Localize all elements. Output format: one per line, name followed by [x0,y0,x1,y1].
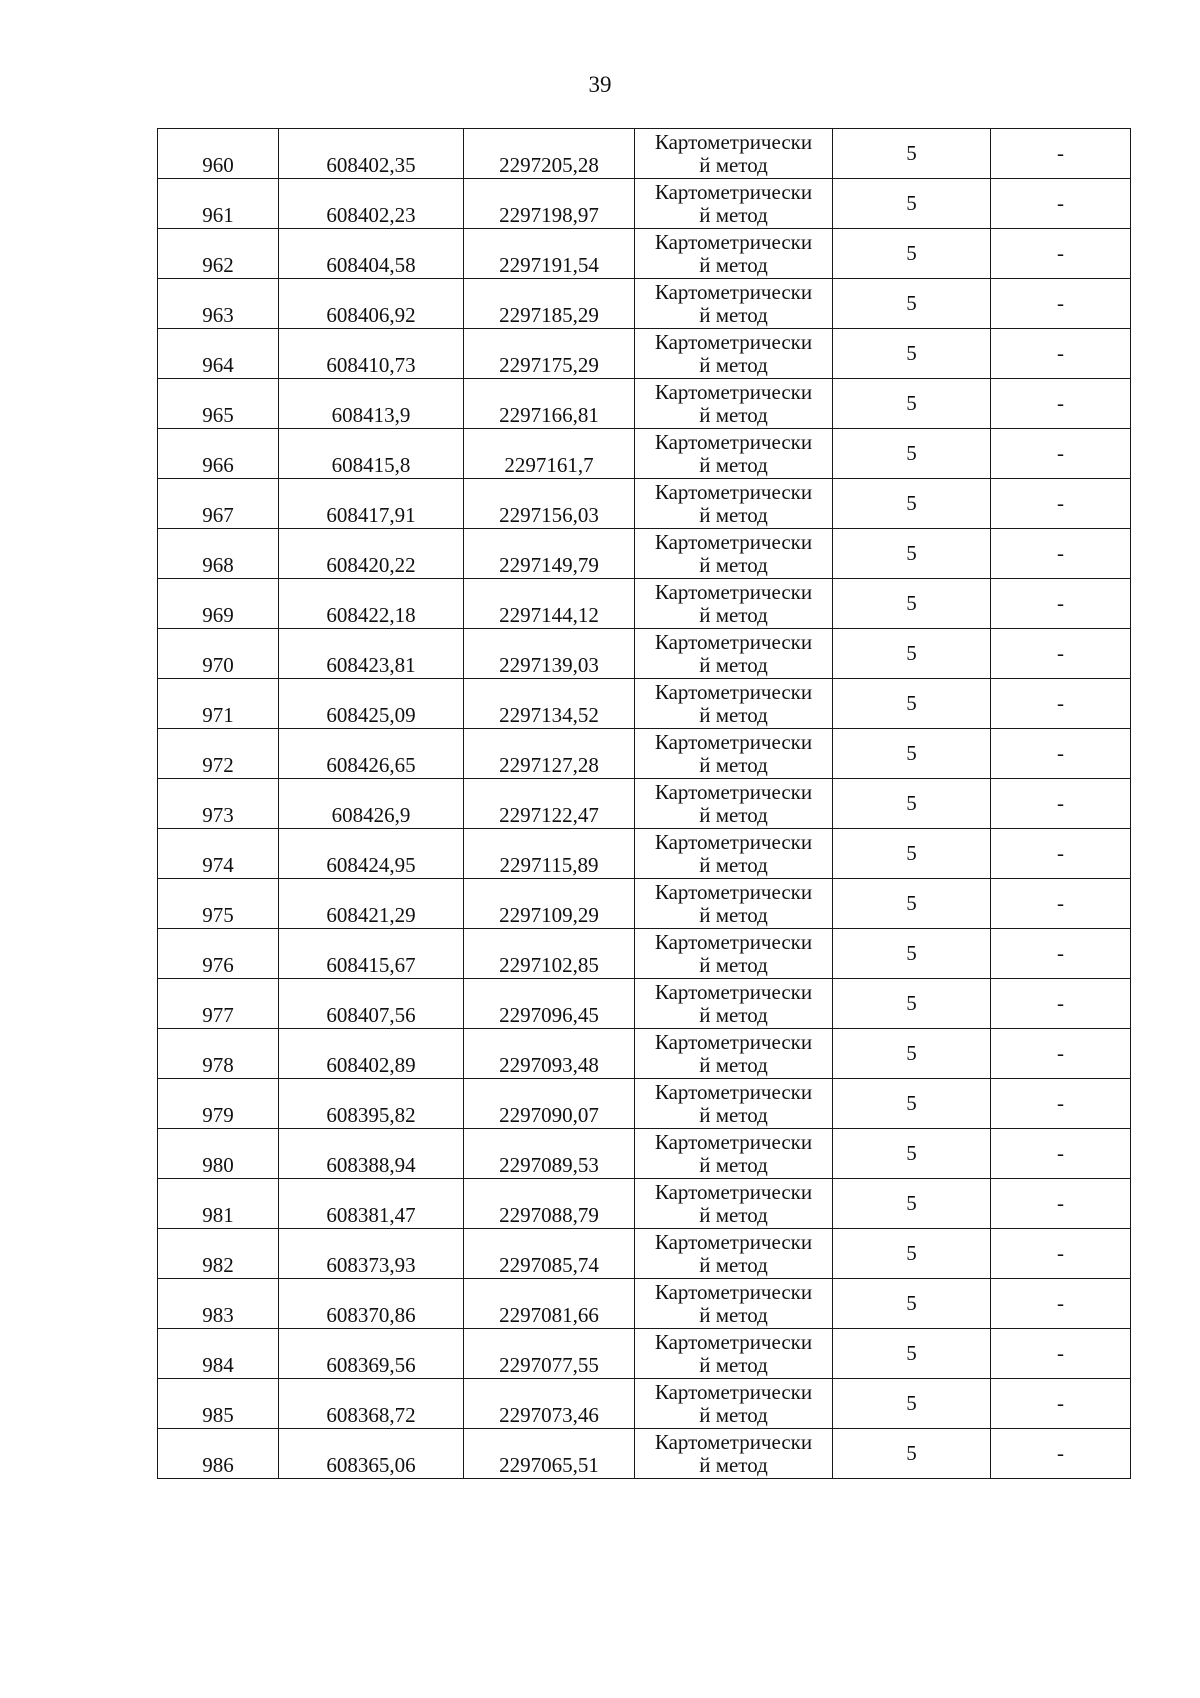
method-cell [635,629,833,679]
y-coordinate-cell: 2297156,03 [464,479,635,529]
method-line-1: Картометрически [654,579,813,604]
table-row [158,229,1131,279]
method-line-2: й метод [699,1102,768,1127]
y-coordinate-cell: 2297090,07 [464,1079,635,1129]
x-coordinate-cell: 608413,9 [279,379,464,429]
method-cell [635,279,833,329]
accuracy-cell: 5 [833,579,991,629]
accuracy-cell: 5 [833,129,991,179]
table-row [158,479,1131,529]
description-cell: - [991,529,1131,579]
method-cell [635,329,833,379]
y-coordinate-cell: 2297175,29 [464,329,635,379]
accuracy-cell: 5 [833,829,991,879]
accuracy-cell: 5 [833,379,991,429]
point-number-cell: 978 [158,1029,279,1079]
table-row [158,729,1131,779]
description-cell: - [991,129,1131,179]
y-coordinate-cell: 2297093,48 [464,1029,635,1079]
x-coordinate-cell: 608369,56 [279,1329,464,1379]
table-row [158,1429,1131,1479]
accuracy-cell: 5 [833,1179,991,1229]
point-number-cell: 975 [158,879,279,929]
method-line-1: Картометрически [654,129,813,154]
table-row [158,579,1131,629]
point-number-cell: 971 [158,679,279,729]
point-number-cell: 973 [158,779,279,829]
table-row [158,1229,1131,1279]
method-line-2: й метод [699,452,768,477]
point-number-cell: 986 [158,1429,279,1479]
table-row [158,979,1131,1029]
table-row [158,1029,1131,1079]
x-coordinate-cell: 608415,67 [279,929,464,979]
y-coordinate-cell: 2297185,29 [464,279,635,329]
method-line-2: й метод [699,1452,768,1477]
accuracy-cell: 5 [833,529,991,579]
method-line-1: Картометрически [654,979,813,1004]
y-coordinate-cell: 2297085,74 [464,1229,635,1279]
point-number-cell: 985 [158,1379,279,1429]
method-line-1: Картометрически [654,379,813,404]
point-number-cell: 974 [158,829,279,879]
table-row [158,779,1131,829]
x-coordinate-cell: 608373,93 [279,1229,464,1279]
coordinates-table [157,128,1131,1479]
method-line-1: Картометрически [654,729,813,754]
y-coordinate-cell: 2297081,66 [464,1279,635,1329]
table-row [158,879,1131,929]
point-number-cell: 970 [158,629,279,679]
x-coordinate-cell: 608415,8 [279,429,464,479]
y-coordinate-cell: 2297191,54 [464,229,635,279]
point-number-cell: 966 [158,429,279,479]
description-cell: - [991,229,1131,279]
accuracy-cell: 5 [833,1279,991,1329]
method-cell [635,479,833,529]
method-line-2: й метод [699,152,768,177]
point-number-cell: 976 [158,929,279,979]
description-cell: - [991,279,1131,329]
x-coordinate-cell: 608395,82 [279,1079,464,1129]
description-cell: - [991,679,1131,729]
method-line-1: Картометрически [654,229,813,254]
method-cell [635,929,833,979]
method-line-2: й метод [699,552,768,577]
point-number-cell: 961 [158,179,279,229]
description-cell: - [991,1079,1131,1129]
method-line-2: й метод [699,602,768,627]
description-cell: - [991,1329,1131,1379]
x-coordinate-cell: 608368,72 [279,1379,464,1429]
method-line-1: Картометрически [654,179,813,204]
accuracy-cell: 5 [833,629,991,679]
method-line-1: Картометрически [654,829,813,854]
description-cell: - [991,479,1131,529]
table-row [158,129,1131,179]
accuracy-cell: 5 [833,1229,991,1279]
y-coordinate-cell: 2297139,03 [464,629,635,679]
method-cell [635,729,833,779]
method-line-1: Картометрически [654,279,813,304]
x-coordinate-cell: 608381,47 [279,1179,464,1229]
y-coordinate-cell: 2297149,79 [464,529,635,579]
method-line-2: й метод [699,752,768,777]
method-cell [635,179,833,229]
x-coordinate-cell: 608406,92 [279,279,464,329]
table-row [158,379,1131,429]
method-cell [635,1129,833,1179]
method-cell [635,529,833,579]
method-line-2: й метод [699,952,768,977]
method-line-2: й метод [699,1152,768,1177]
point-number-cell: 982 [158,1229,279,1279]
point-number-cell: 960 [158,129,279,179]
x-coordinate-cell: 608410,73 [279,329,464,379]
method-line-2: й метод [699,302,768,327]
accuracy-cell: 5 [833,1429,991,1479]
description-cell: - [991,1029,1131,1079]
method-cell [635,229,833,279]
y-coordinate-cell: 2297115,89 [464,829,635,879]
description-cell: - [991,729,1131,779]
description-cell: - [991,829,1131,879]
method-line-1: Картометрически [654,1229,813,1254]
accuracy-cell: 5 [833,1079,991,1129]
y-coordinate-cell: 2297127,28 [464,729,635,779]
accuracy-cell: 5 [833,679,991,729]
method-cell [635,1279,833,1329]
y-coordinate-cell: 2297161,7 [464,429,635,479]
x-coordinate-cell: 608426,65 [279,729,464,779]
description-cell: - [991,1179,1131,1229]
description-cell: - [991,429,1131,479]
y-coordinate-cell: 2297077,55 [464,1329,635,1379]
table-row [158,1179,1131,1229]
method-cell [635,1029,833,1079]
method-line-2: й метод [699,1402,768,1427]
x-coordinate-cell: 608370,86 [279,1279,464,1329]
method-line-2: й метод [699,1302,768,1327]
accuracy-cell: 5 [833,329,991,379]
method-line-1: Картометрически [654,429,813,454]
description-cell: - [991,179,1131,229]
y-coordinate-cell: 2297122,47 [464,779,635,829]
method-line-1: Картометрически [654,1379,813,1404]
y-coordinate-cell: 2297102,85 [464,929,635,979]
method-line-1: Картометрически [654,1329,813,1354]
page-number: 39 [588,72,612,97]
point-number-cell: 983 [158,1279,279,1329]
method-cell [635,1379,833,1429]
method-line-2: й метод [699,502,768,527]
description-cell: - [991,379,1131,429]
method-cell [635,679,833,729]
point-number-cell: 979 [158,1079,279,1129]
accuracy-cell: 5 [833,1379,991,1429]
accuracy-cell: 5 [833,179,991,229]
method-cell [635,1179,833,1229]
description-cell: - [991,579,1131,629]
method-line-2: й метод [699,402,768,427]
y-coordinate-cell: 2297144,12 [464,579,635,629]
accuracy-cell: 5 [833,1029,991,1079]
method-line-2: й метод [699,852,768,877]
y-coordinate-cell: 2297096,45 [464,979,635,1029]
y-coordinate-cell: 2297073,46 [464,1379,635,1429]
point-number-cell: 984 [158,1329,279,1379]
description-cell: - [991,779,1131,829]
method-line-1: Картометрически [654,479,813,504]
accuracy-cell: 5 [833,479,991,529]
table-row [158,1129,1131,1179]
method-line-1: Картометрически [654,1179,813,1204]
y-coordinate-cell: 2297166,81 [464,379,635,429]
accuracy-cell: 5 [833,429,991,479]
description-cell: - [991,1129,1131,1179]
method-line-1: Картометрически [654,679,813,704]
point-number-cell: 964 [158,329,279,379]
description-cell: - [991,1429,1131,1479]
method-line-2: й метод [699,252,768,277]
x-coordinate-cell: 608421,29 [279,879,464,929]
table-row [158,1379,1131,1429]
table-body [158,129,1131,1479]
point-number-cell: 981 [158,1179,279,1229]
method-line-2: й метод [699,802,768,827]
method-line-2: й метод [699,652,768,677]
table-row [158,529,1131,579]
description-cell: - [991,879,1131,929]
point-number-cell: 980 [158,1129,279,1179]
method-cell [635,979,833,1029]
method-line-2: й метод [699,1002,768,1027]
x-coordinate-cell: 608420,22 [279,529,464,579]
accuracy-cell: 5 [833,879,991,929]
point-number-cell: 962 [158,229,279,279]
x-coordinate-cell: 608426,9 [279,779,464,829]
table-row [158,1329,1131,1379]
accuracy-cell: 5 [833,229,991,279]
accuracy-cell: 5 [833,279,991,329]
accuracy-cell: 5 [833,779,991,829]
point-number-cell: 965 [158,379,279,429]
point-number-cell: 963 [158,279,279,329]
point-number-cell: 968 [158,529,279,579]
description-cell: - [991,979,1131,1029]
method-cell [635,579,833,629]
x-coordinate-cell: 608402,23 [279,179,464,229]
accuracy-cell: 5 [833,979,991,1029]
x-coordinate-cell: 608424,95 [279,829,464,879]
method-line-2: й метод [699,352,768,377]
x-coordinate-cell: 608402,89 [279,1029,464,1079]
method-cell [635,429,833,479]
table-row [158,929,1131,979]
y-coordinate-cell: 2297088,79 [464,1179,635,1229]
method-line-1: Картометрически [654,329,813,354]
method-cell [635,829,833,879]
point-number-cell: 969 [158,579,279,629]
method-line-2: й метод [699,902,768,927]
method-line-1: Картометрически [654,629,813,654]
point-number-cell: 967 [158,479,279,529]
table-row [158,679,1131,729]
description-cell: - [991,1379,1131,1429]
description-cell: - [991,329,1131,379]
method-line-1: Картометрически [654,1279,813,1304]
method-line-2: й метод [699,1202,768,1227]
table-row [158,1079,1131,1129]
description-cell: - [991,1279,1131,1329]
x-coordinate-cell: 608407,56 [279,979,464,1029]
method-line-2: й метод [699,1052,768,1077]
table-row [158,1279,1131,1329]
accuracy-cell: 5 [833,929,991,979]
method-line-1: Картометрически [654,1029,813,1054]
x-coordinate-cell: 608365,06 [279,1429,464,1479]
method-cell [635,879,833,929]
description-cell: - [991,629,1131,679]
x-coordinate-cell: 608417,91 [279,479,464,529]
method-line-2: й метод [699,1252,768,1277]
point-number-cell: 972 [158,729,279,779]
method-line-1: Картометрически [654,1079,813,1104]
x-coordinate-cell: 608388,94 [279,1129,464,1179]
x-coordinate-cell: 608404,58 [279,229,464,279]
method-line-1: Картометрически [654,1429,813,1454]
table-row [158,279,1131,329]
description-cell: - [991,1229,1131,1279]
method-cell [635,1229,833,1279]
y-coordinate-cell: 2297205,28 [464,129,635,179]
method-line-1: Картометрически [654,879,813,904]
table-row [158,629,1131,679]
table-row [158,829,1131,879]
method-cell [635,1429,833,1479]
y-coordinate-cell: 2297065,51 [464,1429,635,1479]
method-line-1: Картометрически [654,529,813,554]
x-coordinate-cell: 608422,18 [279,579,464,629]
accuracy-cell: 5 [833,1129,991,1179]
y-coordinate-cell: 2297089,53 [464,1129,635,1179]
y-coordinate-cell: 2297109,29 [464,879,635,929]
y-coordinate-cell: 2297134,52 [464,679,635,729]
method-line-1: Картометрически [654,929,813,954]
table-row [158,429,1131,479]
method-line-2: й метод [699,702,768,727]
method-line-1: Картометрически [654,1129,813,1154]
table-row [158,329,1131,379]
method-line-2: й метод [699,1352,768,1377]
method-cell [635,1079,833,1129]
description-cell: - [991,929,1131,979]
method-line-1: Картометрически [654,779,813,804]
point-number-cell: 977 [158,979,279,1029]
method-cell [635,779,833,829]
accuracy-cell: 5 [833,729,991,779]
method-line-2: й метод [699,202,768,227]
method-cell [635,129,833,179]
y-coordinate-cell: 2297198,97 [464,179,635,229]
x-coordinate-cell: 608402,35 [279,129,464,179]
method-cell [635,379,833,429]
accuracy-cell: 5 [833,1329,991,1379]
table-row [158,179,1131,229]
x-coordinate-cell: 608423,81 [279,629,464,679]
method-cell [635,1329,833,1379]
x-coordinate-cell: 608425,09 [279,679,464,729]
